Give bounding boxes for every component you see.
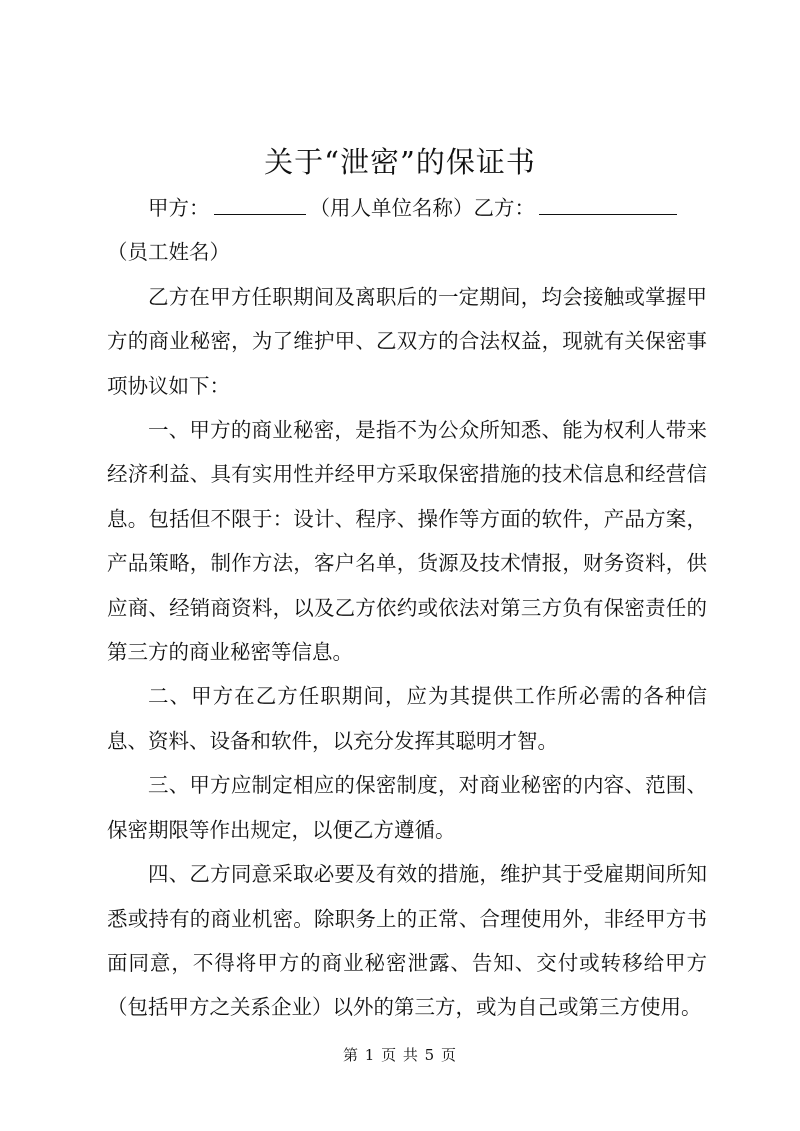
paragraph-clause-3: 三、甲方应制定相应的保密制度，对商业秘密的内容、范围、保密期限等作出规定，以便乙方遵循。 (107, 773, 707, 842)
paragraph-clause-1: 一、甲方的商业秘密，是指不为公众所知悉、能为权利人带来经济利益、具有实用性并经甲方采取保密措施的技术信息和经营信息。包括但不限于：设计、程序、操作等方面的软件，产品方案，产品策略，制作方法，客户名单，货源及技术情报，财务资料，供应商、经销商资料，以及乙方依约或依法对第三方负有保密责任的第三方的商业秘密等信息。 (107, 418, 707, 665)
paragraph-clause-2: 二、甲方在乙方任职期间，应为其提供工作所必需的各种信息、资料、设备和软件，以充分发挥其聪明才智。 (107, 684, 707, 753)
party-a-hint: （用人单位名称）乙方： (309, 196, 535, 220)
document-body (107, 186, 707, 1030)
document-title: 关于“泄密”的保证书 (264, 145, 536, 179)
party-a-blank (214, 190, 306, 215)
paragraph-intro: 乙方在甲方任职期间及离职后的一定期间，均会接触或掌握甲方的商业秘密，为了维护甲、乙双方的合法权益，现就有关保密事项协议如下： (107, 284, 707, 398)
party-a-label: 甲方： (148, 196, 210, 220)
paragraph-clause-4: 四、乙方同意采取必要及有效的措施，维护其于受雇期间所知悉或持有的商业机密。除职务上的正常、合理使用外，非经甲方书面同意，不得将甲方的商业秘密泄露、告知、交付或转移给甲方（包括甲方之关系企业）以外的第三方，或为自己或第三方使用。 (107, 862, 707, 1020)
page-indicator: 第 1 页 共 5 页 (343, 1046, 457, 1064)
party-b-blank (539, 190, 677, 215)
party-line (107, 186, 707, 230)
party-b-hint: （员工姓名） (107, 240, 230, 265)
